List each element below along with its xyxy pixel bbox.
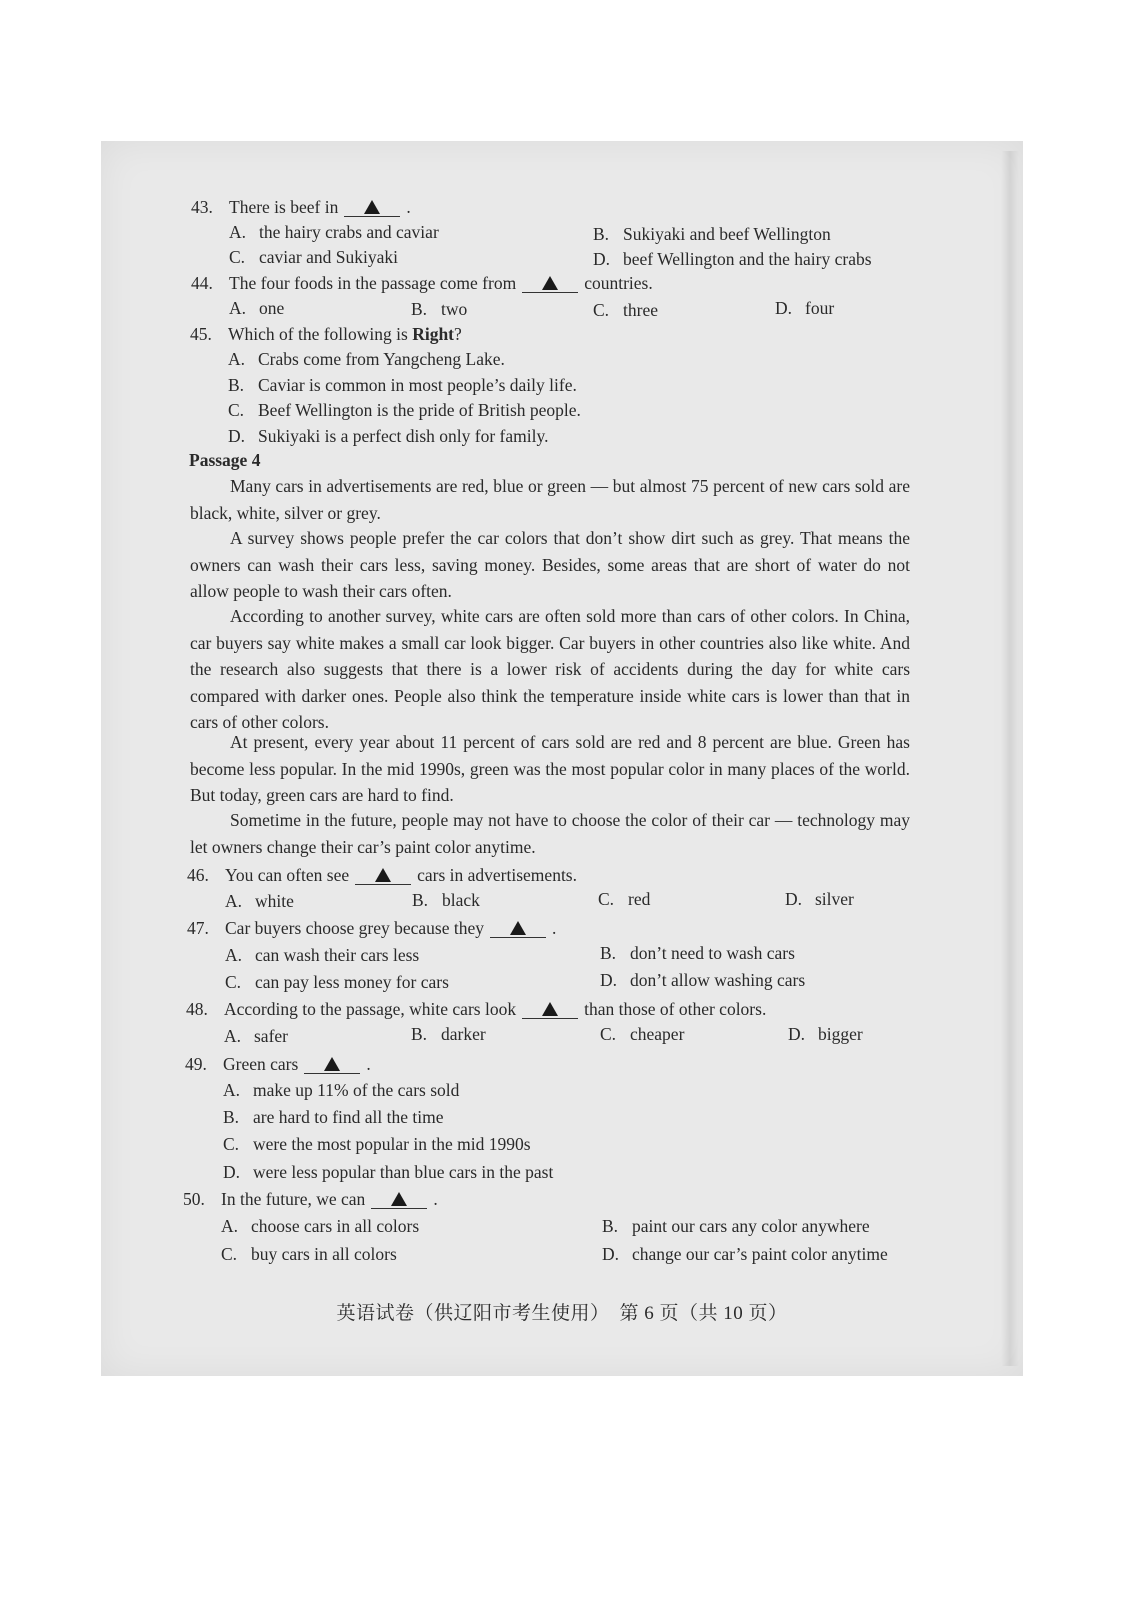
triangle-icon	[510, 921, 526, 935]
answer-blank	[344, 194, 400, 217]
question-45-option-a: A. Crabs come from Yangcheng Lake.	[228, 349, 505, 369]
question-44-option-b: B. two	[411, 299, 468, 319]
question-43-option-c: C. caviar and Sukiyaki	[229, 247, 398, 267]
triangle-icon	[542, 1002, 558, 1016]
answer-blank	[522, 996, 578, 1019]
question-44-stem: 44. The four foods in the passage come from countries.	[191, 272, 653, 295]
question-49-option-a: A. make up 11% of the cars sold	[223, 1080, 460, 1100]
question-46-option-a: A. white	[225, 891, 294, 911]
question-47-option-c: C. can pay less money for cars	[225, 972, 449, 992]
passage-paragraph-2: A survey shows people prefer the car colors that don’t show dirt such as grey. That means the owners can wash their cars less, saving money. Besides, some areas that are short of water do not allow people to wash their cars often.	[190, 528, 910, 601]
triangle-icon	[391, 1192, 407, 1206]
answer-blank	[304, 1051, 360, 1074]
question-50-option-b: B. paint our cars any color anywhere	[602, 1216, 870, 1236]
question-47-option-d: D. don’t allow washing cars	[600, 970, 806, 990]
passage-paragraph-1: Many cars in advertisements are red, blue or green — but almost 75 percent of new cars sold are black, white, silver or grey.	[190, 476, 910, 523]
triangle-icon	[375, 868, 391, 882]
page-footer: 英语试卷（供辽阳市考生使用） 第 6 页（共 10 页）	[336, 1303, 788, 1324]
question-43-option-d: D. beef Wellington and the hairy crabs	[593, 249, 872, 269]
question-50-option-d: D. change our car’s paint color anytime	[602, 1244, 888, 1264]
question-47-option-a: A. can wash their cars less	[225, 945, 420, 965]
question-49-option-b: B. are hard to find all the time	[223, 1107, 444, 1127]
question-46-option-d: D. silver	[785, 889, 854, 909]
triangle-icon	[542, 276, 558, 290]
exam-paper	[101, 141, 1023, 1376]
question-49-option-d: D. were less popular than blue cars in the past	[223, 1162, 554, 1182]
question-45-stem: 45. Which of the following is Right?	[190, 324, 462, 344]
question-46-stem: 46. You can often see cars in advertisements.	[187, 864, 577, 887]
question-50-stem: 50. In the future, we can .	[183, 1188, 438, 1211]
question-45-option-c: C. Beef Wellington is the pride of British people.	[228, 400, 581, 420]
question-43-option-b: B. Sukiyaki and beef Wellington	[593, 224, 831, 244]
triangle-icon	[364, 200, 380, 214]
answer-blank	[522, 270, 578, 293]
question-47-option-b: B. don’t need to wash cars	[600, 943, 795, 963]
passage-paragraph-4: At present, every year about 11 percent of cars sold are red and 8 percent are blue. Green has become less popular. In the mid 1990s, green was the most popular color in many places of the world. But today, green cars are hard to find.	[190, 732, 910, 805]
exam-page	[101, 141, 1023, 1376]
passage-paragraph-3: According to another survey, white cars are often sold more than cars of other colors. In China, car buyers say white makes a small car look bigger. Car buyers in other countries also like white. And the research also suggests that there is a lower risk of accidents during the day for white cars compared with darker ones. People also think the temperature inside white cars is lower than that in cars of other colors.	[190, 606, 910, 732]
passage-heading: Passage 4	[189, 450, 261, 470]
question-48-option-d: D. bigger	[788, 1024, 863, 1044]
answer-blank	[490, 915, 546, 938]
question-46-option-c: C. red	[598, 889, 651, 909]
question-45-option-d: D. Sukiyaki is a perfect dish only for family.	[228, 426, 549, 446]
question-50-option-c: C. buy cars in all colors	[221, 1244, 397, 1264]
question-49-stem: 49. Green cars .	[185, 1053, 371, 1076]
passage-paragraph-5: Sometime in the future, people may not have to choose the color of their car — technology may let owners change their car’s paint color anytime.	[190, 810, 910, 857]
question-47-stem: 47. Car buyers choose grey because they .	[187, 917, 556, 940]
question-46-option-b: B. black	[412, 890, 480, 910]
question-50-option-a: A. choose cars in all colors	[221, 1216, 420, 1236]
question-48-stem: 48. According to the passage, white cars look than those of other colors.	[186, 998, 766, 1021]
question-44-option-a: A. one	[229, 298, 285, 318]
question-44-option-d: D. four	[775, 298, 835, 318]
answer-blank	[371, 1186, 427, 1209]
triangle-icon	[324, 1057, 340, 1071]
question-43-stem: 43. There is beef in .	[191, 196, 411, 219]
question-45-option-b: B. Caviar is common in most people’s daily life.	[228, 375, 577, 395]
question-44-option-c: C. three	[593, 300, 658, 320]
question-48-option-a: A. safer	[224, 1026, 289, 1046]
question-48-option-b: B. darker	[411, 1024, 486, 1044]
question-43-option-a: A. the hairy crabs and caviar	[229, 222, 439, 242]
question-49-option-c: C. were the most popular in the mid 1990s	[223, 1134, 531, 1154]
answer-blank	[355, 862, 411, 885]
question-48-option-c: C. cheaper	[600, 1024, 685, 1044]
